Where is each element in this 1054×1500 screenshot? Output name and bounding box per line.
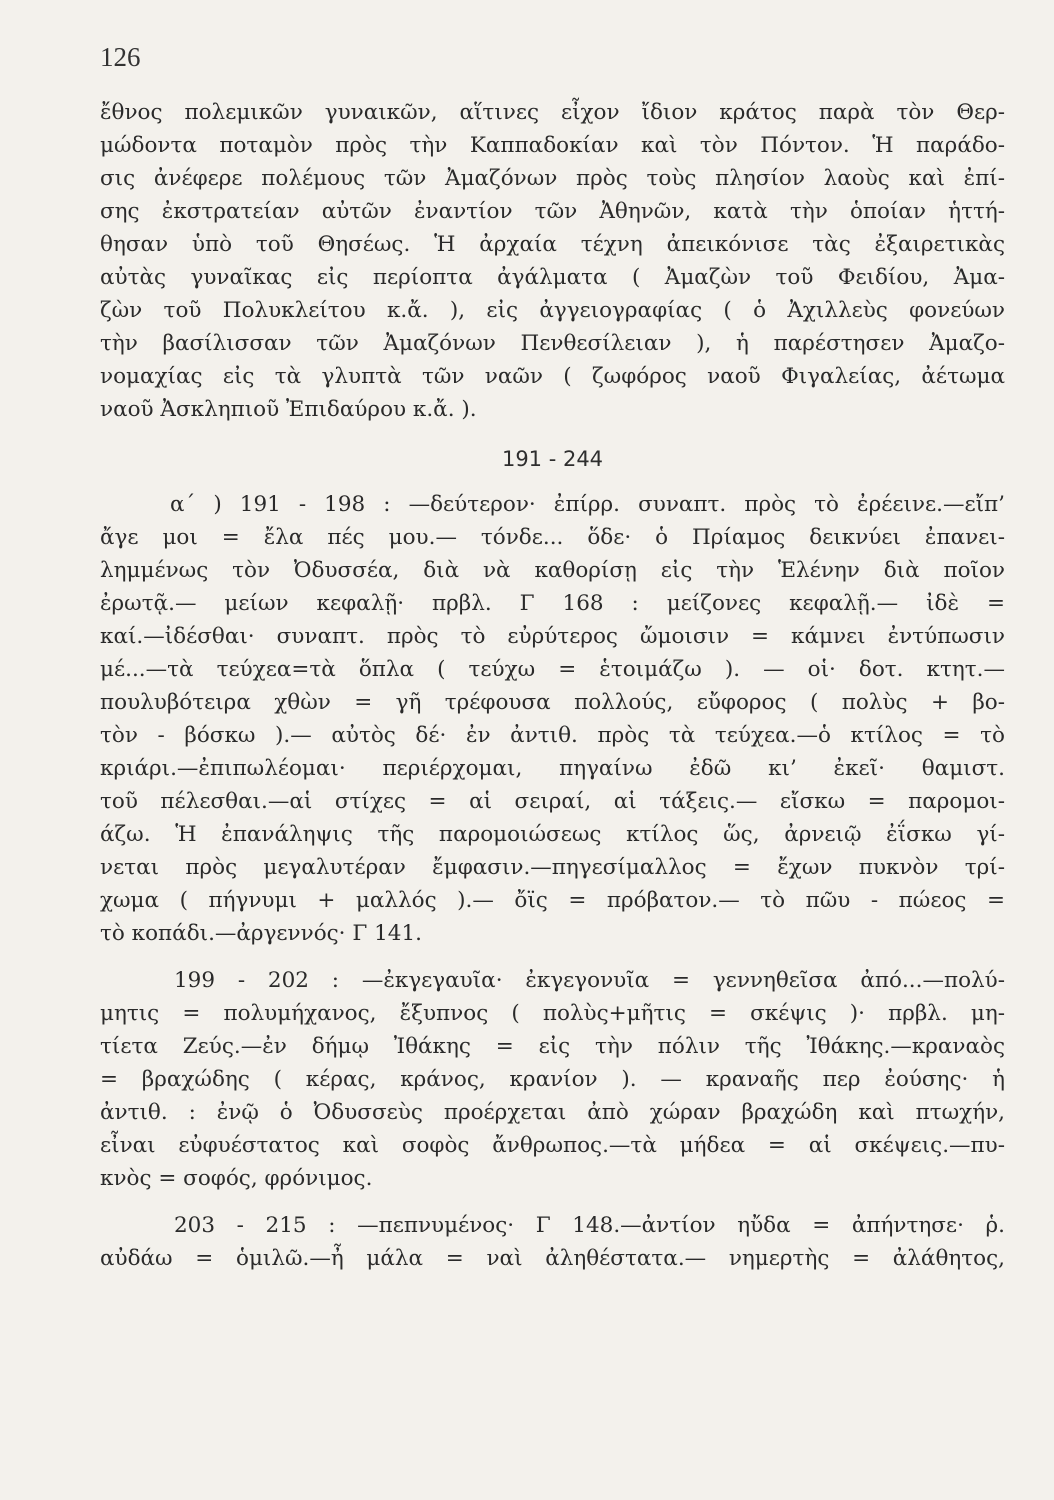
text-line: τὴν βασίλισσαν τῶν Ἀμαζόνων Πενθεσίλειαν ), ἡ παρέστησεν Ἀμαζο-: [100, 331, 1005, 356]
text-line: ζὼν τοῦ Πολυκλείτου κ.ἄ. ), εἰς ἀγγειογραφίας ( ὁ Ἀχιλλεὺς φονεύων: [100, 298, 1005, 323]
text-line: 199 - 202 : —ἐκγεγαυῖα· ἐκγεγονυῖα = γεννηθεῖσα ἀπό...—πολύ-: [174, 968, 1005, 993]
text-line: = βραχώδης ( κέρας, κράνος, κρανίον ). — κραναῆς περ ἐούσης· ἡ: [100, 1067, 1005, 1092]
section-heading: 191 - 244: [501, 447, 604, 471]
text-line: αὐτὰς γυναῖκας εἰς περίοπτα ἀγάλματα ( Ἀμαζὼν τοῦ Φειδίου, Ἀμα-: [100, 265, 1005, 290]
text-line: α΄ ) 191 - 198 : —δεύτερον· ἐπίρρ. συναπτ. πρὸς τὸ ἐρέεινε.—εἴπ’: [170, 492, 1005, 517]
text-line: νεται πρὸς μεγαλυτέραν ἔμφασιν.—πηγεσίμαλλος = ἔχων πυκνὸν τρί-: [100, 855, 1005, 880]
text-line: θησαν ὑπὸ τοῦ Θησέως. Ἡ ἀρχαία τέχνη ἀπεικόνισε τὰς ἐξαιρετικὰς: [100, 232, 1005, 257]
text-line: τὸ κοπάδι.—ἀργεννός· Γ 141.: [100, 921, 422, 946]
text-line: χωμα ( πήγνυμι + μαλλός ).— ὄϊς = πρόβατον.— τὸ πῶυ - πώεος =: [100, 888, 1005, 913]
text-line: ἄγε μοι = ἔλα πές μου.— τόνδε... ὅδε· ὁ Πρίαμος δεικνύει ἐπανει-: [100, 525, 1005, 550]
text-line: μητις = πολυμήχανος, ἔξυπνος ( πολὺς+μῆτις = σκέψις )· πρβλ. μη-: [100, 1001, 1005, 1026]
text-line: σης ἐκστρατείαν αὐτῶν ἐναντίον τῶν Ἀθηνῶν, κατὰ τὴν ὁποίαν ἡττή-: [100, 199, 1005, 224]
text-line: μώδοντα ποταμὸν πρὸς τὴν Καππαδοκίαν καὶ τὸν Πόντον. Ἡ παράδο-: [100, 133, 1005, 158]
page-number: 126: [100, 42, 141, 72]
text-line: τοῦ πέλεσθαι.—αἱ στίχες = αἱ σειραί, αἱ τάξεις.— εἴσκω = παρομοι-: [100, 789, 1005, 814]
text-line: ναοῦ Ἀσκληπιοῦ Ἐπιδαύρου κ.ἄ. ).: [100, 397, 477, 422]
paragraph-gap: [100, 950, 1005, 964]
text-line: κριάρι.—ἐπιπωλέομαι· περιέρχομαι, πηγαίνω ἐδῶ κι’ ἐκεῖ· θαμιστ.: [100, 756, 1005, 781]
text-line: αὐδάω = ὁμιλῶ.—ἦ μάλα = ναὶ ἀληθέστατα.— νημερτὴς = ἀλάθητος,: [100, 1246, 1005, 1271]
paragraph-amazons: [100, 96, 1005, 426]
paragraph-gap: [100, 1195, 1005, 1209]
text-line: ἐρωτᾷ.— μείων κεφαλῇ· πρβλ. Γ 168 : μείζονες κεφαλῇ.— ἰδὲ =: [100, 591, 1005, 616]
text-line: νομαχίας εἰς τὰ γλυπτὰ τῶν ναῶν ( ζωφόρος ναοῦ Φιγαλείας, ἀέτωμα: [100, 364, 1005, 389]
text-line: ἔθνος πολεμικῶν γυναικῶν, αἵτινες εἶχον ἴδιον κράτος παρὰ τὸν Θερ-: [100, 100, 1005, 125]
text-line: άζω. Ἡ ἐπανάληψις τῆς παρομοιώσεως κτίλος ὥς, ἀρνειῷ ἐΐσκω γί-: [100, 822, 1005, 847]
text-line: 203 - 215 : —πεπνυμένος· Γ 148.—ἀντίον ηὔδα = ἀπήντησε· ῥ.: [174, 1213, 1005, 1238]
paragraph-199-202: [100, 964, 1005, 1195]
paragraph-203-215: [100, 1209, 1005, 1275]
text-line: τίετα Ζεύς.—ἐν δήμῳ Ἰθάκης = εἰς τὴν πόλιν τῆς Ἰθάκης.—κραναὸς: [100, 1034, 1005, 1059]
text-line: πουλυβότειρα χθὼν = γῆ τρέφουσα πολλούς, εὔφορος ( πολὺς + βο-: [100, 690, 1005, 715]
paragraph-191-198: [100, 488, 1005, 950]
text-line: εἶναι εὐφυέστατος καὶ σοφὸς ἄνθρωπος.—τὰ μήδεα = αἱ σκέψεις.—πυ-: [100, 1133, 1005, 1158]
text-line: σις ἀνέφερε πολέμους τῶν Ἀμαζόνων πρὸς τοὺς πλησίον λαοὺς καὶ ἐπί-: [100, 166, 1005, 191]
text-line: λημμένως τὸν Ὀδυσσέα, διὰ νὰ καθορίσῃ εἰς τὴν Ἑλένην διὰ ποῖον: [100, 558, 1005, 583]
text-line: μέ...—τὰ τεύχεα=τὰ ὅπλα ( τεύχω = ἑτοιμάζω ). — οἱ· δοτ. κτητ.—: [100, 657, 1005, 682]
text-line: ἀντιθ. : ἐνῷ ὁ Ὀδυσσεὺς προέρχεται ἀπὸ χώραν βραχώδη καὶ πτωχήν,: [100, 1100, 1005, 1125]
text-line: κνὸς = σοφός, φρόνιμος.: [100, 1166, 373, 1191]
text-line: καί.—ἰδέσθαι· συναπτ. πρὸς τὸ εὐρύτερος ὤμοισιν = κάμνει ἐντύπωσιν: [100, 624, 1005, 649]
page-body: [100, 96, 1005, 1275]
text-line: τὸν - βόσκω ).— αὐτὸς δέ· ἐν ἀντιθ. πρὸς τὰ τεύχεα.—ὁ κτίλος = τὸ: [100, 723, 1005, 748]
